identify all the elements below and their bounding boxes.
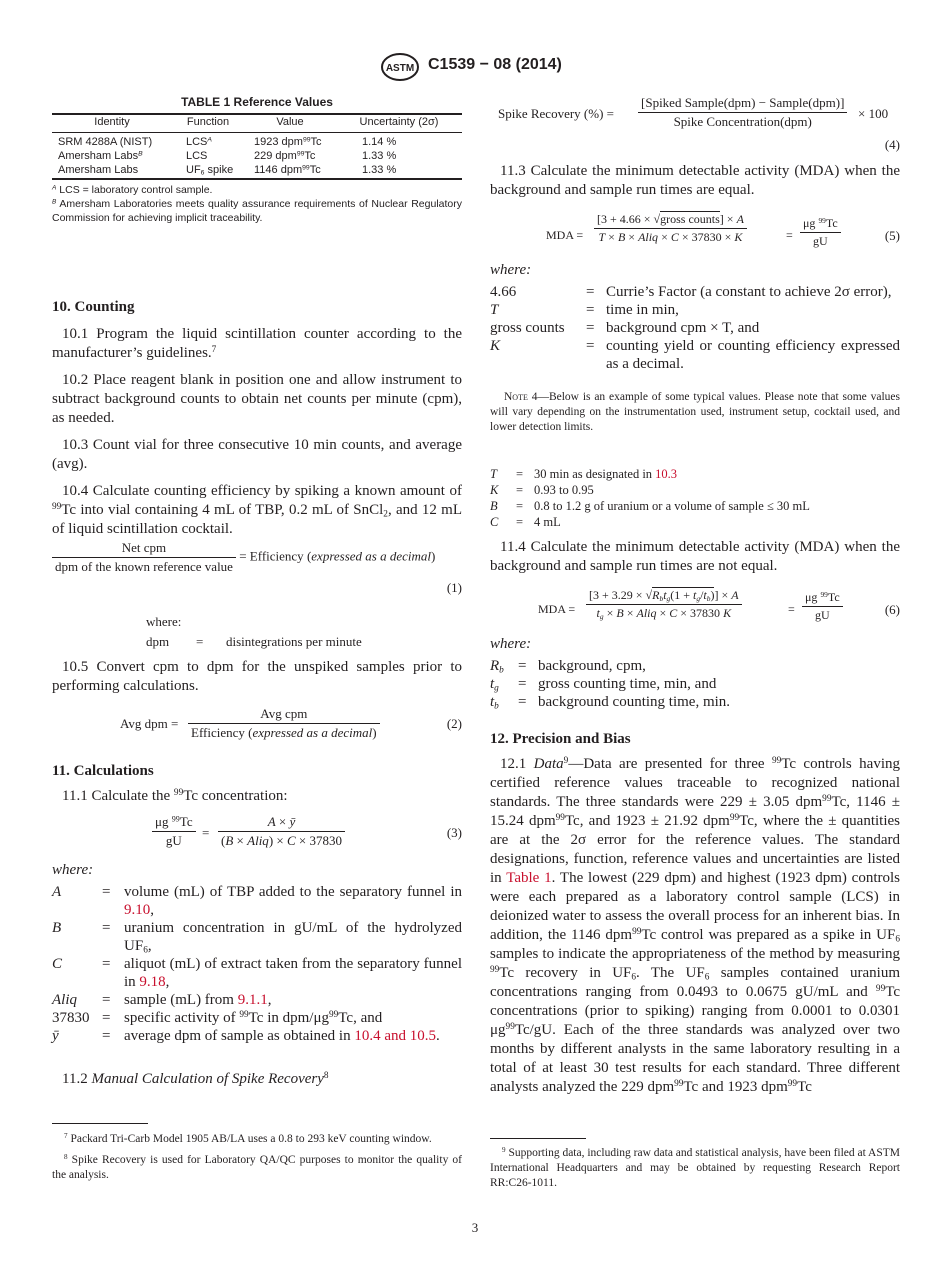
ref-link[interactable]: 9.10 — [124, 902, 151, 918]
typical-row: C = 4 mL — [490, 515, 561, 529]
equation-3: $\frac{\mu g ^{99}Tc}{gU}$ = A × ȳ (B × Aliq) × C × 37830 (3) — [52, 814, 462, 856]
ref-link[interactable]: 9.18 — [139, 974, 166, 990]
cell: 1923 dpm$^{99}$Tc — [254, 136, 322, 148]
table-footnote-b: $^B$ Amersham Laboratories meets quality assurance requirements of Nuclear Regulatory Commission for achieving implicit traceability. — [52, 198, 462, 224]
eq6-number: (6) — [884, 602, 900, 617]
section-10-heading: 10. Counting — [52, 299, 135, 315]
eq1-rhs: = Efficiency — [239, 548, 304, 564]
eq1-numerator: Net cpm — [52, 540, 236, 558]
cell: SRM 4288A (NIST) — [58, 136, 153, 148]
para-10-5: 10.5 Convert cpm to dpm for the unspiked samples prior to performing calculations. — [52, 659, 462, 694]
equation-1: $\frac{\text{Net cpm}}{\text{dpm of the known reference value}}$ = Efficiency (expressed as a decimal) (1) — [52, 540, 462, 604]
table-row — [52, 149, 462, 163]
astm-logo-icon — [380, 52, 420, 82]
table-row — [52, 135, 462, 149]
para-10-2: 10.2 Place reagent blank in position one and allow instrument to subtract background counts to obtain net counts per minute (cpm), as needed. — [52, 372, 462, 426]
para-12-1: 12.1 Data$^9$—Data are presented for three $^{99}$Tc controls having certified reference values traceable to recognized national standards. The three standards were 229 ± 3.05 dpm$^{99}$Tc, 1146 ± 15.24 dpm$^{99}$Tc, and 1923 ± 21.92 dpm$^{99}$Tc, where the ± quantities are at the 2σ error for the reference values. The standard designations, function, reference values and uncertainties are listed in Table 1. The lowest (229 dpm) and highest (1923 dpm) controls were each prepared as a laboratory control sample (LCS) in deionized water to assess the overall process for an inherent bias. In addition, the 1146 dpm$^{99}$Tc control was prepared as a spike in $UF_6$ samples to indicate the appropriateness of the method by measuring $^{99}$Tc recovery in $UF_6$. The $UF_6$ samples contained uranium concentrations ranging from 0.0493 to 0.0675 gU/mL and $^{99}$Tc concentrations (prior to spiking) ranging from 0.0001 to 0.0301 $\mu g^{99}Tc/gU$. Each of the three standards was analyzed over two months by different analysts in the same laboratory resulting in a total of at least 30 test results for each standard. Three different analysts analyzed the 229 dpm$^{99}$Tc and 1923 dpm$^{99}$Tc — [490, 755, 901, 1095]
cell: LCS — [186, 150, 208, 162]
table-1-link[interactable]: Table 1 — [506, 870, 552, 886]
table-rule-mid — [52, 132, 462, 133]
cell: $UF_6$ spike — [186, 164, 234, 177]
table-rule-top — [52, 113, 462, 115]
para-11-4: 11.4 Calculate the minimum detectable activity (MDA) when the background and sample run times are not equal. — [490, 539, 900, 574]
eq1-number: (1) — [446, 580, 462, 595]
footnote-7: $^7$ Packard Tri-Carb Model 1905 AB/LA uses a 0.8 to 293 keV counting window. — [64, 1132, 432, 1145]
col-header-identity: Identity — [94, 116, 130, 128]
note-4: Note 4—Below is an example of some typical values. Please note that some values will vary depending on the instrumentation used, instrument setup, cocktail used, and lower detection limits. — [490, 391, 901, 433]
def-row: B = uranium concentration in gU/mL of the hydrolyzed $UF_6$, — [52, 920, 462, 956]
eq1-denominator: dpm of the known reference value — [55, 559, 233, 574]
eq3-where: where: A = volume (mL) of TBP added to the separatory funnel in 9.10, B = uranium concentration in gU/mL of the hydrolyzed $UF_6$, C = aliquot (mL) of extract taken from the separatory funnel in 9.18, Aliq = sample (mL) from 9.1.1, 37830 = specific activity of $^{99}$Tc in dpm/$\mu g^{99}Tc$, and ȳ = average dpm of sample as obtained in 10.4 and 10.5. — [52, 862, 462, 1044]
eq6-where: where: $R_b$ = background, cpm, $t_g$ = gross counting time, min, and $t_b$ = background counting time, min. — [490, 636, 900, 711]
para-10-3: 10.3 Count vial for three consecutive 10 min counts, and average (avg). — [52, 437, 462, 472]
ref-link[interactable]: 10.3 — [655, 467, 678, 481]
equation-2 — [52, 706, 462, 746]
table-row — [52, 163, 462, 177]
eq4-number: (4) — [884, 137, 900, 152]
section-10 — [52, 298, 462, 547]
eq3-number: (3) — [446, 825, 462, 840]
section-12-heading: 12. Precision and Bias — [490, 731, 631, 747]
def-row: 4.66 = Currie’s Factor (a constant to achieve 2σ error), — [490, 284, 892, 300]
table-1-title: TABLE 1 Reference Values — [181, 95, 333, 109]
section-11-heading: 11. Calculations — [52, 763, 154, 779]
footnotes-left — [52, 1132, 462, 1183]
eq2-lhs: Avg dpm = — [120, 716, 179, 731]
dpm-definition — [146, 612, 446, 652]
eq5-number: (5) — [884, 228, 900, 243]
footnote-rule-right — [490, 1138, 586, 1139]
para-11-2: 11.2 Manual Calculation of Spike Recovery$^8$ — [62, 1070, 329, 1087]
para-10-1: 10.1 Program the liquid scintillation counter according to the manufacturer’s guidelines.$^7$ — [52, 326, 462, 361]
para-11-1: 11.1 Calculate the $^{99}$Tc concentration: — [62, 787, 288, 804]
eq2-number: (2) — [446, 716, 462, 731]
table-footnote-a: $^A$ LCS = laboratory control sample. — [52, 184, 213, 196]
def-row: $t_b$ = background counting time, min. — [490, 694, 731, 712]
cell: 1.33 % — [362, 164, 397, 176]
section-12 — [490, 730, 900, 1105]
def-row: T = time in min, — [490, 302, 679, 318]
cell: 1.33 % — [362, 150, 397, 162]
footnote-rule-left — [52, 1123, 148, 1124]
cell: Amersham Labs$^B$ — [58, 150, 143, 162]
designation: C1539 − 08 (2014) — [428, 56, 562, 73]
col-header-uncertainty: Uncertainty (2σ) — [359, 116, 439, 128]
eq2-denominator: Efficiency (expressed as a decimal) — [191, 725, 377, 740]
equation-6: MDA = $[3 + 3.29 \times √R_bt_g(1 + t_g/t_b)] \times A$ $t_g \times B$ × Aliq × C × 37830 K = $\frac{\mu g ^{99}Tc}{gU}$ (6) — [538, 588, 900, 622]
footnote-8: $^8$ Spike Recovery is used for Laboratory QA/QC purposes to monitor the quality of the analysis. — [52, 1153, 462, 1181]
section-11-start — [52, 762, 462, 814]
cell: Amersham Labs — [58, 164, 139, 176]
def-row: K = counting yield or counting efficiency expressed as a decimal. — [490, 338, 900, 372]
eq1-paren: expressed as a decimal — [311, 548, 432, 564]
equation-5: MDA = [3 + 4.66 × √gross counts] × A T × B × Aliq × C × 37830 × K = $\frac{\mu g ^{99}Tc}{gU}$ (5) — [546, 212, 900, 248]
footnote-9: $^9$ Supporting data, including raw data and statistical analysis, have been filed at ASTM International Headquarters and may be obtained by requesting Research Report RR:C26-1011. — [490, 1146, 901, 1189]
def-row: A = volume (mL) of TBP added to the separatory funnel in 9.10, — [52, 884, 462, 918]
table-rule-bottom — [52, 178, 462, 180]
cell: 229 dpm$^{99}$Tc — [254, 150, 316, 162]
table-footnotes — [52, 183, 462, 225]
table-body — [52, 135, 462, 177]
cell: $LCS^A$ — [186, 136, 212, 148]
ref-link[interactable]: 9.1.1 — [237, 992, 268, 1008]
col-header-function: Function — [186, 116, 230, 128]
eq2-numerator: Avg cpm — [188, 706, 380, 724]
page-number: 3 — [471, 1220, 479, 1235]
def-row: C = aliquot (mL) of extract taken from the separatory funnel in 9.18, — [52, 956, 462, 990]
ref-link[interactable]: 10.4 and 10.5 — [354, 1028, 437, 1044]
svg-text:ASTM: ASTM — [385, 63, 415, 74]
def-row: $t_g$ = gross counting time, min, and — [490, 676, 717, 694]
cell: 1.14 % — [362, 136, 397, 148]
def-row: $R_b$ = background, cpm, — [490, 658, 646, 676]
def-row: gross counts = background cpm × T, and — [490, 320, 760, 336]
table-header-row — [52, 116, 462, 132]
dpm-row: dpm = disintegrations per minute — [146, 634, 362, 649]
typical-row: K = 0.93 to 0.95 — [490, 483, 594, 497]
table-1 — [52, 116, 462, 132]
page-header — [380, 52, 640, 82]
cell: 1146 dpm$^{99}$Tc — [254, 164, 321, 176]
para-10-4: 10.4 Calculate counting efficiency by spiking a known amount of $^{99}$Tc into vial containing 4 mL of TBP, 0.2 mL of SnCl$_2$, and 12 mL of liquid scintillation cocktail. — [52, 483, 462, 537]
para-11-3: 11.3 Calculate the minimum detectable activity (MDA) when the background and sample run times are equal. — [490, 163, 900, 198]
def-row: Aliq = sample (mL) from 9.1.1, — [52, 992, 272, 1008]
def-row: ȳ = average dpm of sample as obtained in 10.4 and 10.5. — [52, 1028, 440, 1044]
equation-4: Spike Recovery (%) = [Spiked Sample(dpm) − Sample(dpm)] Spike Concentration(dpm) × 100 (4) — [498, 95, 900, 152]
typical-row: B = 0.8 to 1.2 g of uranium or a volume of sample ≤ 30 mL — [490, 499, 810, 513]
typical-row: T = 30 min as designated in 10.3 — [490, 467, 678, 481]
col-header-value: Value — [276, 116, 304, 128]
typical-values — [490, 466, 900, 530]
eq5-where: where: 4.66 = Currie’s Factor (a constant to achieve 2σ error), T = time in min, gross counts = background cpm × T, and K = counting yield or counting efficiency expressed as a decimal. — [490, 262, 900, 372]
def-row: 37830 = specific activity of $^{99}$Tc in dpm/$\mu g^{99}Tc$, and — [52, 1009, 383, 1026]
where-label: where: — [146, 614, 182, 629]
